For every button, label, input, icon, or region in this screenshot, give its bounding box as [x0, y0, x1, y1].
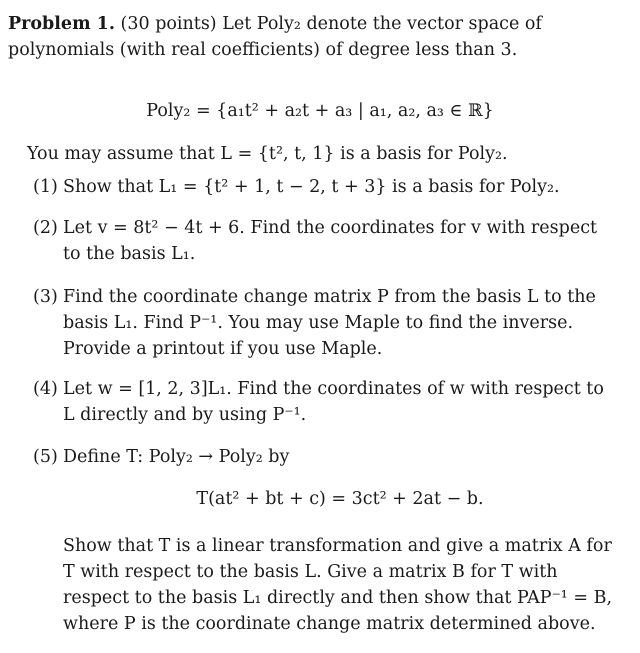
problem-heading: Problem 1.	[8, 14, 115, 34]
list-item	[33, 215, 616, 267]
item-text: Find the coordinate change matrix P from the basis L to the basis L₁. Find P⁻¹. You may use Maple to find the inverse. Provide a printout if you use Maple.	[63, 287, 596, 359]
item-number: (4)	[33, 379, 58, 399]
list-item	[33, 174, 616, 200]
problem-intro-text: Let Poly₂ denote the vector space of polynomials (with real coefficients) of degree less than 3.	[8, 14, 542, 60]
list-item	[33, 284, 616, 362]
list-item	[33, 444, 616, 470]
list-item	[33, 376, 616, 428]
item-number: (3)	[33, 287, 58, 307]
basis-statement: You may assume that L = {t², t, 1} is a basis for Poly₂.	[27, 144, 508, 164]
transformation-formula: T(at² + bt + c) = 3ct² + 2at − b.	[196, 489, 484, 509]
item-text: Let v = 8t² − 4t + 6. Find the coordinates for v with respect to the basis L₁.	[63, 218, 598, 264]
final-paragraph: Show that T is a linear transformation and give a matrix A for T with respect to the basis L. Give a matrix B for T with respect to the basis L₁ directly and then show that PAP⁻¹ = B, where P is the coordinate change matrix determined above.	[63, 536, 613, 634]
item-text: Define T: Poly₂ → Poly₂ by	[63, 447, 290, 467]
set-definition: Poly₂ = {a₁t² + a₂t + a₃ | a₁, a₂, a₃ ∈ ℝ}	[146, 101, 494, 121]
intro-paragraph	[8, 11, 616, 63]
item-number: (5)	[33, 447, 58, 467]
problem-points: (30 points)	[120, 14, 217, 34]
item-text: Let w = [1, 2, 3]L₁. Find the coordinates of w with respect to L directly and by using P⁻¹.	[63, 379, 604, 425]
item-text: Show that L₁ = {t² + 1, t − 2, t + 3} is a basis for Poly₂.	[63, 177, 560, 197]
item-number: (2)	[33, 218, 58, 238]
item-number: (1)	[33, 177, 58, 197]
problem-intro	[8, 11, 616, 63]
